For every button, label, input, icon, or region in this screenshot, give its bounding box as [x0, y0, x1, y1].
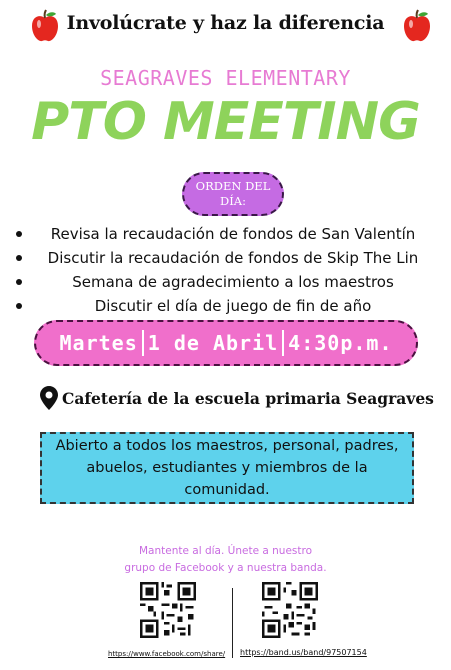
location-pin-icon [40, 386, 58, 410]
list-item: Discutir la recaudación de fondos de Skip The Lin [16, 246, 436, 270]
facebook-link[interactable]: https://www.facebook.com/share/ [108, 650, 226, 658]
agenda-badge-line2: DÍA: [220, 194, 246, 208]
list-item: Revisa la recaudación de fondos de San Valentín [16, 222, 436, 246]
apple-icon [400, 9, 434, 43]
agenda-badge-line1: ORDEN DEL [195, 179, 271, 193]
event-time: 4:30p.m. [288, 331, 393, 355]
divider [232, 588, 233, 658]
band-qr-code[interactable] [262, 582, 318, 638]
bullet-icon [16, 303, 22, 309]
event-datetime [34, 320, 418, 366]
notice-line2: abuelos, estudiantes y miembros de la comunidad. [86, 460, 368, 498]
social-text [0, 543, 451, 577]
notice-box [40, 432, 414, 504]
event-date: 1 de Abril [147, 331, 279, 355]
band-link[interactable]: https://band.us/band/97507154 [240, 648, 367, 657]
school-name: SEAGRAVES ELEMENTARY [100, 66, 351, 90]
event-day: Martes [59, 331, 138, 355]
agenda-list [16, 222, 436, 318]
agenda-badge [182, 172, 284, 216]
tagline: Involúcrate y haz la diferencia [66, 12, 385, 34]
list-item: Semana de agradecimiento a los maestros [16, 270, 436, 294]
bullet-icon [16, 279, 22, 285]
notice-line1: Abierto a todos los maestros, personal, padres, [55, 438, 399, 454]
social-line2: grupo de Facebook y a nuestra banda. [124, 562, 327, 574]
list-item: Discutir el día de juego de fin de año [16, 294, 436, 318]
location-text: Cafetería de la escuela primaria Seagraves [62, 388, 434, 408]
facebook-qr-code[interactable] [140, 582, 196, 638]
location [40, 385, 434, 411]
bullet-icon [16, 231, 22, 237]
divider [282, 330, 284, 356]
social-line1: Mantente al día. Únete a nuestro [138, 545, 313, 557]
divider [142, 330, 144, 356]
page-title: PTO MEETING [31, 92, 420, 152]
bullet-icon [16, 255, 22, 261]
